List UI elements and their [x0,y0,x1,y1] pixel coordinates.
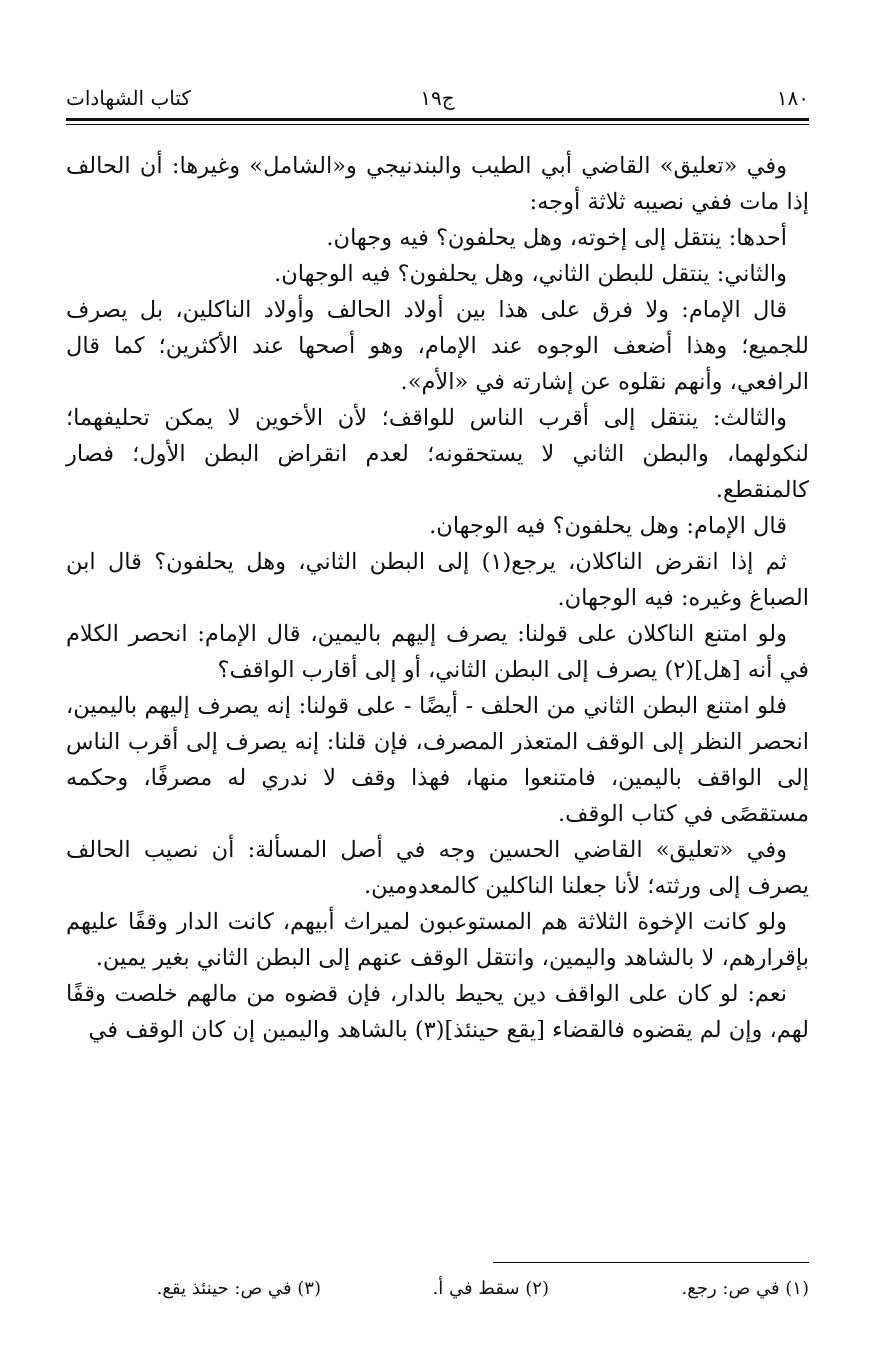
page-header [66,78,809,118]
footnote-1: (١) في ص: رجع. [681,1278,809,1299]
volume-label: ج١٩ [420,86,455,110]
paragraph: والثالث: ينتقل إلى أقرب الناس للواقف؛ لأن الأخوين لا يمكن تحليفهما؛ لنكولهما، والبطن الثاني لا يستحقونه؛ لعدم انقراض البطن الأول؛ فصار كالمنقطع. [66,405,809,503]
paragraph: فلو امتنع البطن الثاني من الحلف - أيضًا - على قولنا: إنه يصرف إليهم باليمين، انحصر النظر إلى الوقف المتعذر المصرف، فإن قلنا: إنه يصرف إلى أقرب الناس إلى الواقف باليمين، فامتنعوا منها، فهذا وقف لا ندري له مصرفًا، وحكمه مستقصًى في كتاب الوقف. [66,693,809,827]
paragraph: قال الإمام: ولا فرق على هذا بين أولاد الحالف وأولاد الناكلين، بل يصرف للجميع؛ وهذا أضعف الوجوه عند الإمام، وهو أصحها عند الأكثرين؛ كما قال الرافعي، وأنهم نقلوه عن إشارته في «الأم». [66,297,809,395]
paragraph: وفي «تعليق» القاضي أبي الطيب والبندنيجي و«الشامل» وغيرها: أن الحالف إذا مات ففي نصيبه ثلاثة أوجه: [66,153,809,215]
main-text [66,148,809,1048]
header-rule-thin [66,124,809,125]
paragraph: والثاني: ينتقل للبطن الثاني، وهل يحلفون؟ فيه الوجهان. [274,261,787,287]
paragraph: نعم: لو كان على الواقف دين يحيط بالدار، فإن قضوه من مالهم خلصت وقفًا لهم، وإن لم يقضوه فالقضاء [يقع حينئذ](٣) بالشاهد واليمين إن كان الوقف في [66,981,809,1043]
footnote-3: (٣) في ص: حينئذ يقع. [156,1278,321,1299]
page-number: ١٨٠ [776,86,809,110]
paragraph: وفي «تعليق» القاضي الحسين وجه في أصل المسألة: أن نصيب الحالف يصرف إلى ورثته؛ لأنا جعلنا الناكلين كالمعدومين. [66,837,809,899]
paragraph: ولو كانت الإخوة الثلاثة هم المستوعبون لميراث أبيهم، كانت الدار وقفًا عليهم بإقرارهم، لا بالشاهد واليمين، وانتقل الوقف عنهم إلى البطن الثاني بغير يمين. [66,909,809,971]
paragraph: ولو امتنع الناكلان على قولنا: يصرف إليهم باليمين، قال الإمام: انحصر الكلام في أنه [هل](٢) يصرف إلى البطن الثاني، أو إلى أقارب الواقف؟ [66,621,809,683]
header-rule-thick [66,118,809,121]
paragraph: قال الإمام: وهل يحلفون؟ فيه الوجهان. [429,513,787,539]
book-title: كتاب الشهادات [66,86,191,110]
footnote-2: (٢) سقط في أ. [432,1278,549,1299]
paragraph: أحدها: ينتقل إلى إخوته، وهل يحلفون؟ فيه وجهان. [326,225,787,251]
footnote-rule [493,1262,809,1263]
paragraph: ثم إذا انقرض الناكلان، يرجع(١) إلى البطن الثاني، وهل يحلفون؟ قال ابن الصباغ وغيره: فيه الوجهان. [66,549,809,611]
